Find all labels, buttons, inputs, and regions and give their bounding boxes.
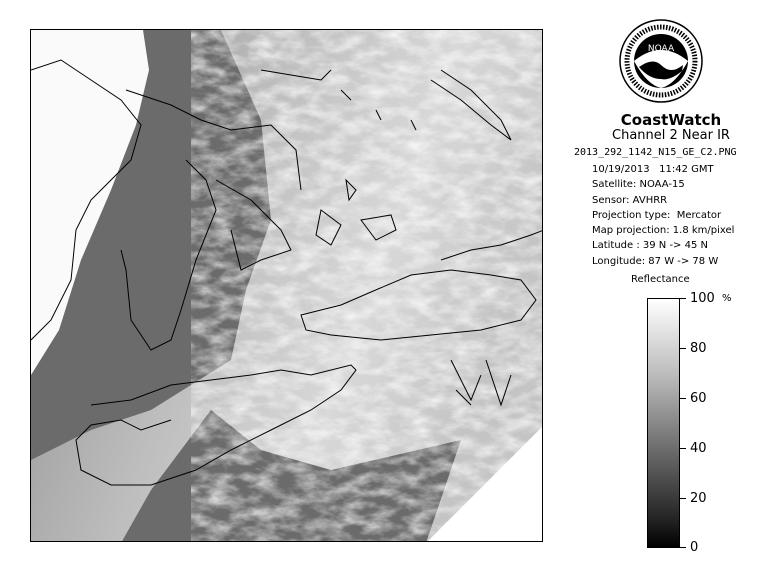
- satellite-line: Satellite: NOAA-15: [592, 179, 685, 191]
- longitude-line: Longitude: 87 W -> 78 W: [592, 255, 719, 267]
- colorbar-tick: [680, 298, 686, 299]
- cloud-texture: [191, 30, 543, 542]
- map-svg: [31, 30, 543, 542]
- colorbar-tick: [680, 348, 686, 349]
- sensor-line: Sensor: AVHRR: [592, 194, 668, 206]
- colorbar-tick: [680, 448, 686, 449]
- colorbar-label-80: 80: [690, 341, 707, 356]
- colorbar-label-0: 0: [690, 540, 699, 555]
- colorbar-label-60: 60: [690, 391, 707, 406]
- latitude-line: Latitude : 39 N -> 45 N: [592, 240, 708, 252]
- file-name: 2013_292_1142_N15_GE_C2.PNG: [574, 147, 737, 158]
- projection-type-line: Projection type: Mercator: [592, 209, 722, 221]
- colorbar-tick: [680, 498, 686, 499]
- colorbar-label-20: 20: [690, 491, 707, 506]
- acquisition-datetime: 10/19/2013 11:42 GMT: [592, 164, 714, 175]
- product-title: CoastWatch: [620, 111, 722, 129]
- noaa-seal-icon: [619, 19, 703, 103]
- logo-text: NOAA: [647, 44, 675, 54]
- colorbar-label-100: 100: [690, 291, 715, 306]
- colorbar-tick: [680, 547, 686, 548]
- legend-title: Reflectance: [631, 274, 690, 285]
- reflectance-colorbar: [647, 298, 680, 548]
- channel-subtitle: Channel 2 Near IR: [612, 128, 730, 143]
- legend-unit: %: [722, 293, 732, 304]
- map-projection-line: Map projection: 1.8 km/pixel: [592, 225, 735, 237]
- colorbar-label-40: 40: [690, 441, 707, 456]
- satellite-map: [30, 29, 543, 542]
- colorbar-tick: [680, 398, 686, 399]
- metadata-block: [592, 162, 734, 269]
